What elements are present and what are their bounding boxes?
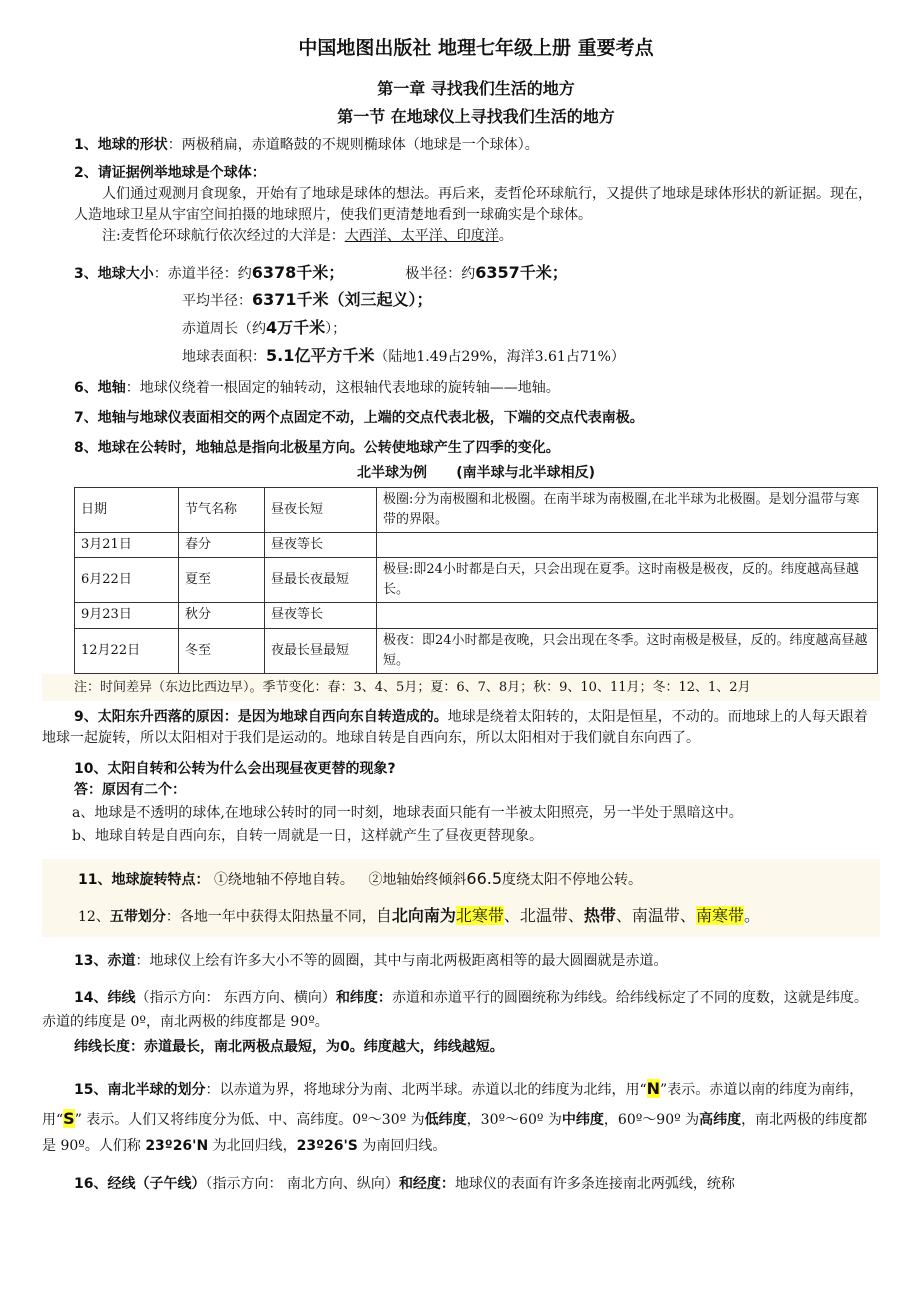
point-12-label: 五带划分 — [109, 909, 166, 926]
seasons-table — [74, 487, 878, 674]
point-9-label: 9、太阳东升西落的原因：是因为地球自西向东自转造成的。 — [74, 709, 448, 726]
point-15-t5: ，60º～90º 为 — [603, 1111, 700, 1128]
mid-latitude: 中纬度 — [561, 1111, 604, 1128]
point-13-text: ：地球仪上绘有许多大小不等的圆圈，其中与南北两极距离相等的最大圆圈就是赤道。 — [135, 952, 668, 969]
point-11-label: 11、地球旋转特点： — [78, 872, 210, 889]
point-12-z2: 、北温带、 — [503, 906, 584, 926]
point-10-answer-a: a、地球是不透明的球体,在地球公转时的同一时刻，地球表面只能有一半被太阳照亮，另一半处于黑暗这中。 — [72, 805, 743, 822]
table-cell: 昼最长夜最短 — [265, 558, 377, 603]
circumference-prefix: 赤道周长（约 — [182, 321, 266, 338]
point-12 — [78, 899, 880, 933]
table-cell: 极昼:即24小时都是白天，只会出现在夏季。这时南极是极夜，反的。纬度越高昼越长。 — [377, 558, 878, 603]
point-14-label: 14、纬线 — [74, 989, 136, 1006]
table-row — [75, 487, 878, 532]
table-cell: 夜最长昼最短 — [265, 628, 377, 673]
table-cell: 秋分 — [179, 603, 265, 628]
point-11 — [78, 863, 880, 895]
point-14-label2: 和纬度： — [335, 989, 392, 1006]
point-7: 7、地轴与地球仪表面相交的两个点固定不动，上端的交点代表北极，下端的交点代表南极。 — [74, 409, 644, 426]
point-12-t4: 为 — [439, 906, 456, 926]
point-9-text: 地球是绕着太阳转的，太阳是恒星，不动的。而地球上的人每天跟着地球一起旋转，所以太阳相对于我们是运动的。地球自转是自西向东，所以太阳相对于我们就自东向西了。 — [42, 709, 868, 747]
table-cell: 冬至 — [179, 628, 265, 673]
south-symbol: S — [63, 1108, 75, 1128]
table-header-cell: 极圈:分为南极圈和北极圈。在南半球为南极圈,在北半球为北极圈。是划分温带与寒带的界限。 — [377, 487, 878, 532]
chapter-heading: 第一章 寻找我们生活的地方 — [377, 78, 575, 98]
point-15-t4: ，30º～60º 为 — [466, 1111, 562, 1128]
tilt-angle: 66.5 — [466, 869, 503, 889]
equator-radius-prefix: ：赤道半径：约 — [153, 265, 252, 282]
equator-radius-value: 6378千米； — [251, 262, 345, 282]
zone-north-frigid: 北寒带 — [455, 906, 504, 926]
point-16-direction: （指示方向： 南北方向、纵向） — [205, 1175, 399, 1192]
table-cell — [377, 532, 878, 557]
point-6 — [74, 378, 878, 399]
point-14 — [42, 986, 880, 1035]
circumference-value: 4万千米 — [266, 318, 326, 338]
polar-radius-prefix: 极半径：约 — [405, 265, 476, 282]
point-3-label: 3、地球大小 — [74, 265, 154, 282]
surface-area-prefix: 地球表面积： — [182, 348, 266, 365]
high-latitude: 高纬度 — [699, 1111, 742, 1128]
point-16-label2: 和经度： — [398, 1175, 455, 1192]
table-note: 注：时间差异（东边比西边早）。季节变化：春：3、4、5月；夏：6、7、8月；秋：9、10、11月；冬：12、1、2月 — [42, 674, 880, 702]
point-12-t1: ：各地一年中获得太阳热量不同， — [165, 909, 376, 926]
low-latitude: 低纬度 — [424, 1111, 467, 1128]
point-11-t4: 度绕太阳不停地公转。 — [502, 872, 643, 889]
point-2-note-suffix: 。 — [498, 227, 513, 244]
circumference-suffix: ）； — [325, 321, 347, 338]
table-cell: 春分 — [179, 532, 265, 557]
polar-radius-value: 6357千米； — [475, 262, 568, 282]
table-cell: 昼夜等长 — [265, 532, 377, 557]
table-cell: 极夜：即24小时都是夜晚，只会出现在冬季。这时南极是极昼，反的。纬度越高昼越短。 — [377, 628, 878, 673]
zone-tropical: 热带 — [583, 906, 616, 926]
point-11-t1: ①绕地轴不停地自转。 — [213, 872, 354, 889]
table-row — [75, 603, 878, 628]
point-14-direction: （指示方向： 东西方向、横向） — [135, 989, 336, 1006]
point-2-note — [74, 226, 878, 247]
point-8: 8、地球在公转时，地轴总是指向北极星方向。公转使地球产生了四季的变化。 — [74, 439, 560, 456]
point-12-t2: 自 — [375, 906, 392, 926]
point-2-body: 人们通过观测月食现象，开始有了地球是球体的想法。再后来，麦哲伦环球航行，又提供了地球是球体形状的新证据。现在，人造地球卫星从宇宙空间拍摄的地球照片，使我们更清楚地看到一球确实是个球体。 — [74, 185, 872, 223]
point-16 — [74, 1174, 880, 1195]
zone-south-frigid: 南寒带 — [695, 906, 744, 926]
point-1 — [74, 135, 878, 156]
point-15-t1: ：以赤道为界，将地球分为南、北两半球。赤道以北的纬度为北纬，用“ — [205, 1081, 647, 1098]
highlight-box — [42, 859, 880, 937]
point-2-oceans: 大西洋、太平洋、印度洋 — [344, 227, 499, 244]
point-2-note-prefix: 注:麦哲伦环球航行依次经过的大洋是： — [102, 227, 345, 244]
point-3 — [74, 259, 878, 370]
point-11-t2: ②地轴始终倾斜 — [368, 872, 467, 889]
surface-area-value: 5.1亿平方千米 — [266, 345, 375, 365]
table-header-cell: 日期 — [75, 487, 179, 532]
table-cell — [377, 603, 878, 628]
point-12-end: 。 — [743, 906, 760, 926]
table-cell: 昼夜等长 — [265, 603, 377, 628]
table-cell: 3月21日 — [75, 532, 179, 557]
point-1-text: ：两极稍扁，赤道略鼓的不规则椭球体（地球是一个球体）。 — [167, 136, 539, 153]
mean-radius-value: 6371千米（刘三起义）； — [252, 290, 433, 310]
point-15 — [42, 1074, 880, 1160]
point-2-label: 2、请证据例举地球是个球体： — [74, 164, 266, 181]
point-12-num: 12、 — [78, 909, 110, 926]
point-16-label: 16、经线（子午线） — [74, 1175, 206, 1192]
point-15-t2: ”表示。赤道以南的纬度为南纬，用“ — [42, 1081, 864, 1128]
north-symbol: N — [646, 1078, 661, 1098]
point-6-label: 6、地轴 — [74, 379, 126, 396]
point-16-text: 地球仪的表面有许多条连接南北两弧线，统称 — [454, 1175, 735, 1192]
point-9 — [42, 707, 880, 749]
point-10-answer-b: b、地球自转是自西向东，自转一周就是一日，这样就产生了昼夜更替现象。 — [72, 828, 543, 845]
table-cell: 6月22日 — [75, 558, 179, 603]
point-12-z4: 、南温带、 — [615, 906, 696, 926]
point-15-t8: 为南回归线。 — [357, 1137, 447, 1154]
table-row — [75, 628, 878, 673]
point-15-t3: ” 表示。人们又将纬度分为低、中、高纬度。0º～30º 为 — [74, 1111, 425, 1128]
point-6-text: ：地球仪绕着一根固定的轴转动，这根轴代表地球的旋转轴——地轴。 — [125, 379, 560, 396]
table-header-cell: 节气名称 — [179, 487, 265, 532]
point-10-answer: 答：原因有二个： — [74, 782, 186, 799]
point-10-question: 10、太阳自转和公转为什么会出现昼夜更替的现象? — [74, 761, 396, 778]
point-1-label: 1、地球的形状 — [74, 136, 168, 153]
point-13-label: 13、赤道 — [74, 952, 136, 969]
point-15-t6: ，南北两极的纬度都是 90º。人们称 — [42, 1111, 868, 1154]
table-cell: 12月22日 — [75, 628, 179, 673]
point-12-t3: 北向南 — [391, 906, 440, 926]
table-header-cell: 昼夜长短 — [265, 487, 377, 532]
tropic-cancer: 23º26'N — [145, 1137, 209, 1154]
section-heading: 第一节 在地球仪上寻找我们生活的地方 — [337, 106, 615, 126]
table-cell: 夏至 — [179, 558, 265, 603]
latitude-length-rule: 纬线长度：赤道最长，南北两极点最短，为0。纬度越大，纬线越短。 — [74, 1038, 504, 1055]
tropic-capricorn: 23º26'S — [296, 1137, 358, 1154]
point-14-text: 赤道和赤道平行的圆圈统称为纬线。给纬线标定了不同的度数，这就是纬度。赤道的纬度是 0º，南北两极的纬度都是 90º。 — [42, 989, 868, 1031]
document-title: 中国地图出版社 地理七年级上册 重要考点 — [298, 37, 654, 59]
point-15-t7: 为北回归线， — [208, 1137, 297, 1154]
table-row — [75, 558, 878, 603]
table-caption: 北半球为例 (南半球与北半球相反) — [356, 464, 596, 481]
table-cell: 9月23日 — [75, 603, 179, 628]
point-15-label: 15、南北半球的划分 — [74, 1081, 206, 1098]
table-row — [75, 532, 878, 557]
mean-radius-prefix: 平均半径： — [182, 293, 252, 310]
surface-area-suffix: （陆地1.49占29%，海洋3.61占71%） — [374, 348, 625, 365]
point-13 — [74, 951, 878, 972]
